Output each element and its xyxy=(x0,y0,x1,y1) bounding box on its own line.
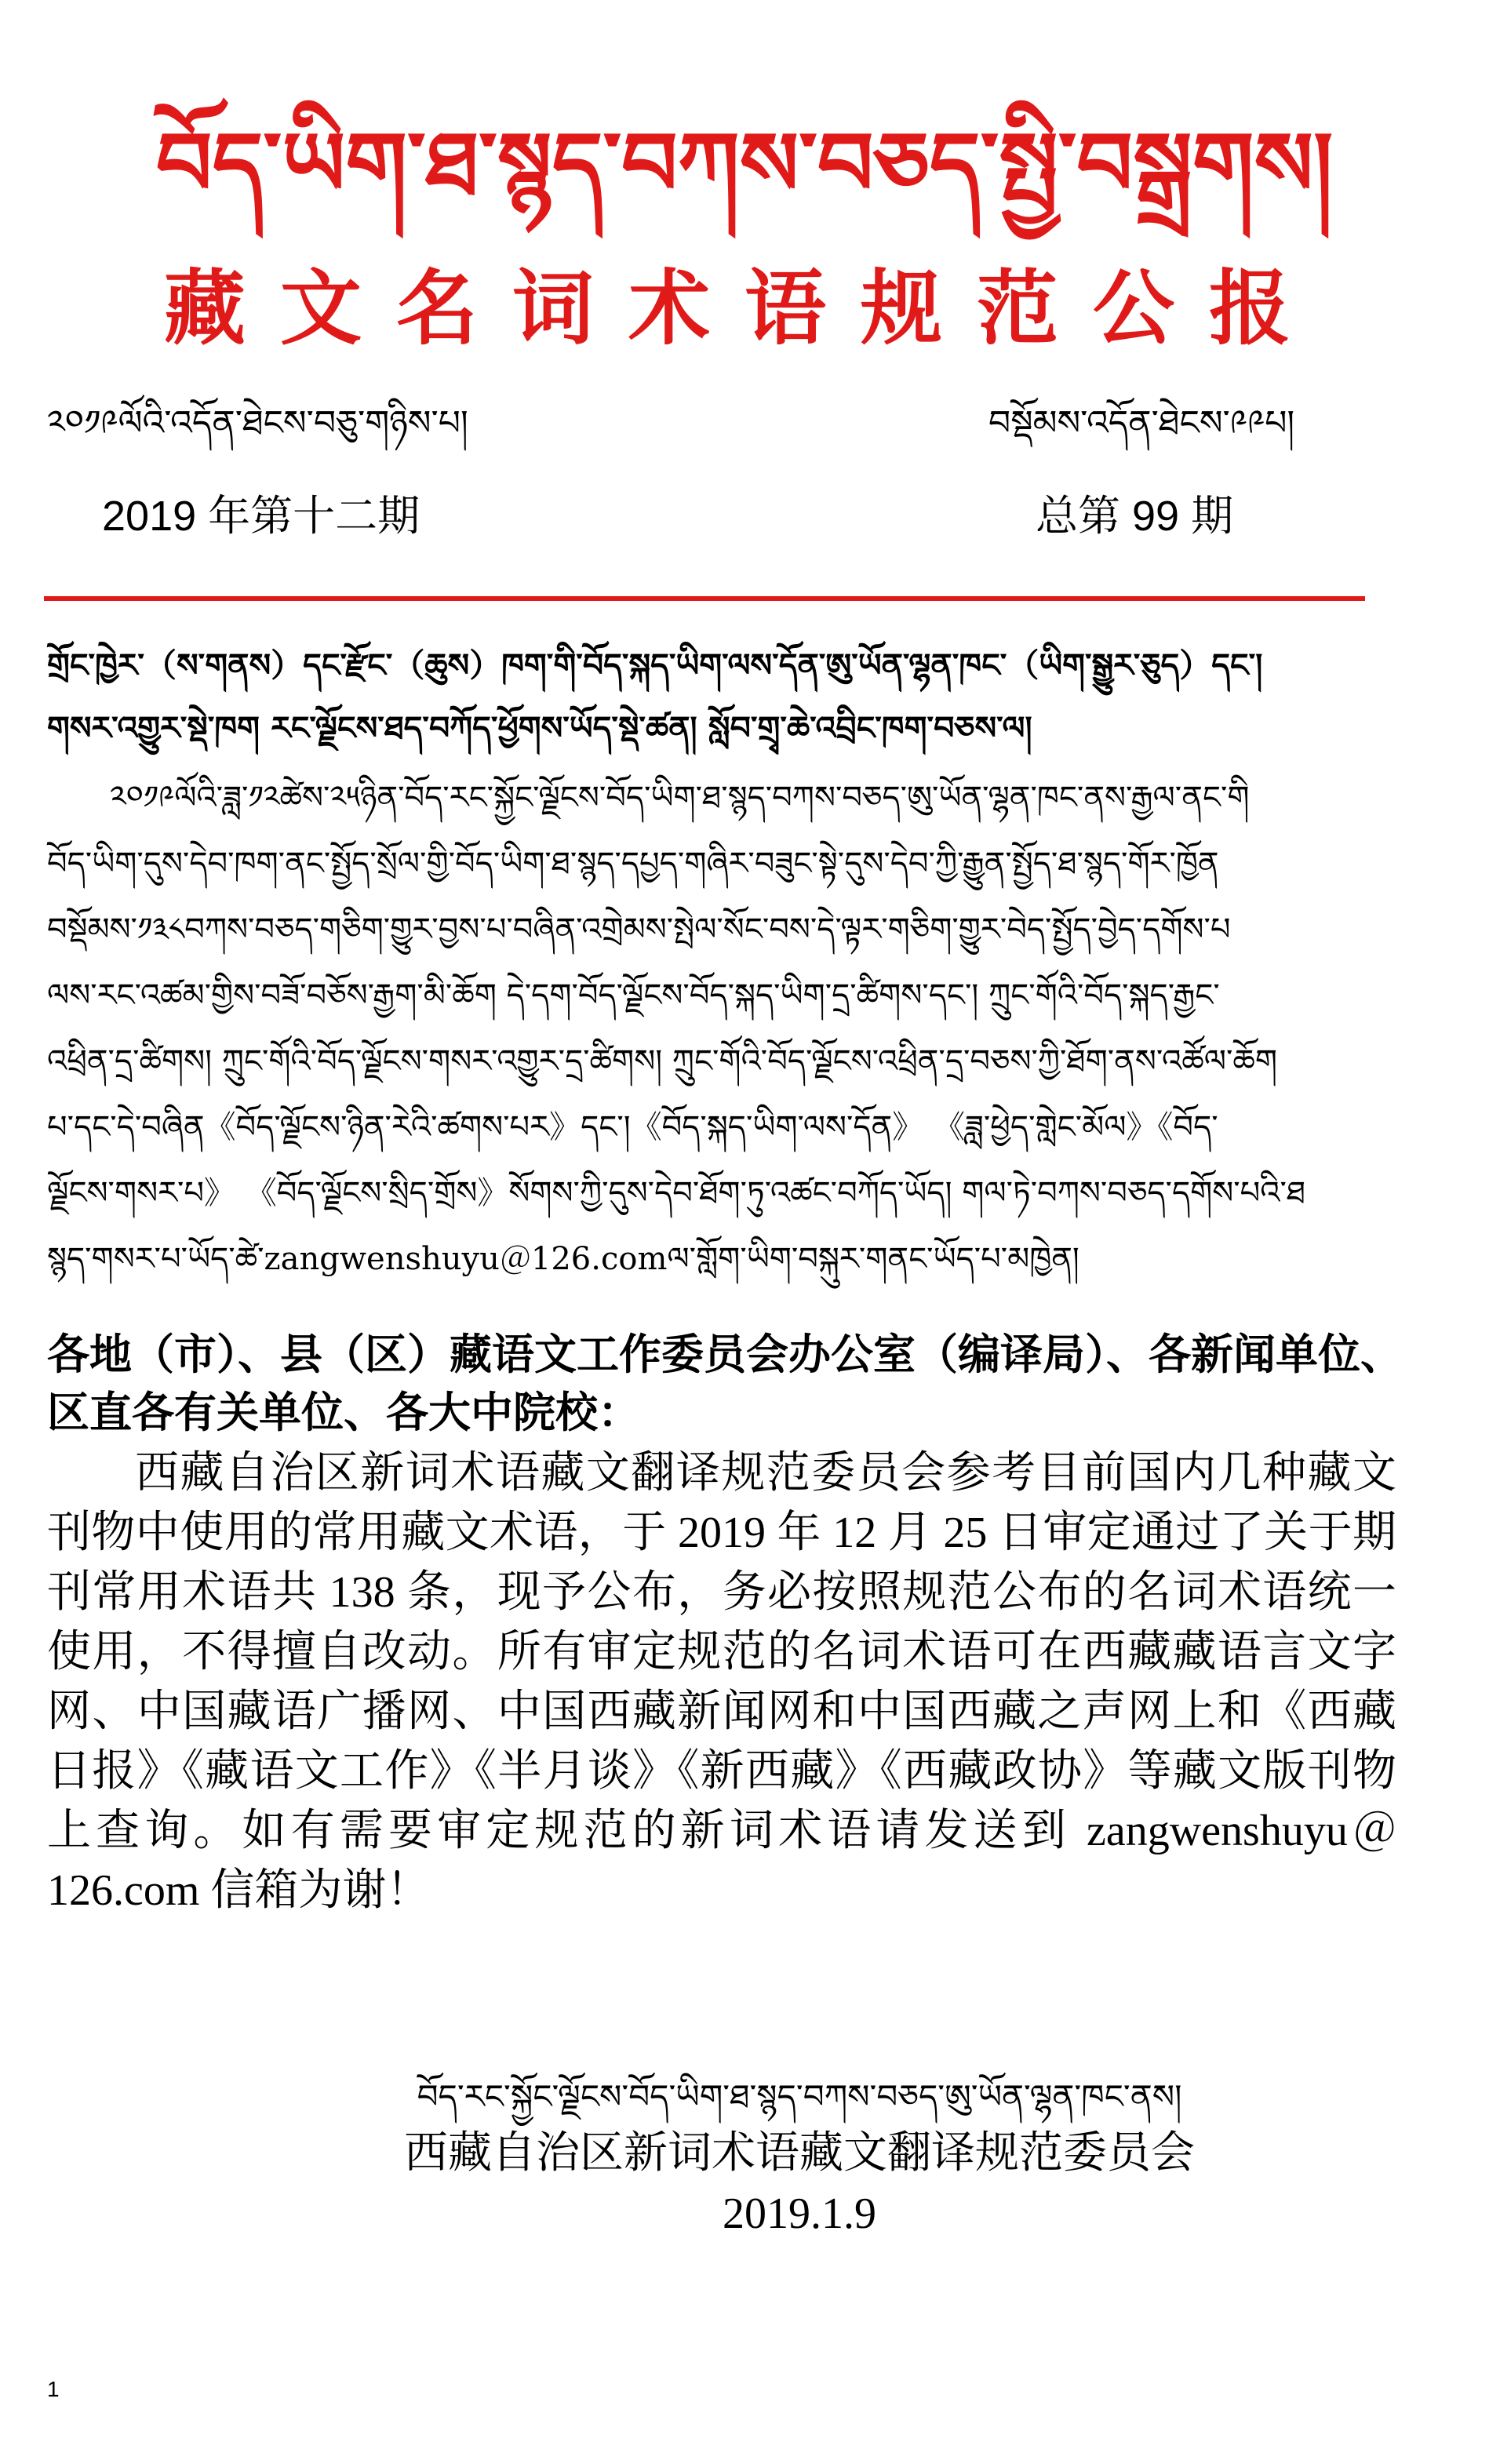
issue-number-chinese: 2019 年第十二期 xyxy=(102,493,420,540)
header-divider xyxy=(44,596,1365,601)
masthead-title-tibetan: བོད་ཡིག་ཐ་སྙད་བཀས་བཅད་སྤྱི་བསྒྲགས། xyxy=(155,113,1334,216)
cumulative-issue-tibetan: བསྡོམས་འདོན་ཐེངས་༩༩པ། xyxy=(988,403,1295,443)
tibetan-addressee-line: གྲོང་ཁྱེར་（ས་གནས）དང་རྫོང་（ཆུས）ཁག་གི་བོད་སྐད་ཡིག་ལས་དོན་ཨུ་ཡོན་ལྷན་ཁང་（ཡིག་སྒྱུར་ཅུད）དང་། xyxy=(47,646,1263,684)
tibetan-body-line: སྙད་གསར་པ་ཡོད་ཚེ་zangwenshuyu＠126.comལ་གློག་ཡིག་བསྐུར་གནང་ཡོད་པ་མཁྱེན། xyxy=(47,1241,1079,1277)
tibetan-body-line: བསྡོམས་༡༣༨བཀས་བཅད་གཅིག་གྱུར་བྱས་པ་བཞིན་འགྲེམས་སྤེལ་སོང་བས་དེ་ལྟར་གཅིག་གྱུར་བེད་སྤྱོད་བྱེད་དགོས་པ xyxy=(47,912,1231,948)
page-number: 1 xyxy=(47,2377,60,2401)
chinese-body-paragraph: 西藏自治区新词术语藏文翻译规范委员会参考目前国内几种藏文刊物中使用的常用藏文术语，于 2019 年 12 月 25 日审定通过了关于期刊常用术语共 138 条，现予公布，务必按照规范公布的名词术语统一使用，不得擅自改动。所有审定规范的名词术语可在西藏藏语言文字网、中国藏语广播网、中国西藏新闻网和中国西藏之声网上和《西藏日报》《藏语文工作》《半月谈》《新西藏》《西藏政协》等藏文版刊物上查询。如有需要审定规范的新词术语请发送到 zangwenshuyu＠126.com 信箱为谢！ xyxy=(47,1449,1396,1915)
masthead-title-chinese: 藏文名词术语规范公报 xyxy=(163,264,1325,355)
tibetan-body-line: ལྗོངས་གསར་པ》 《བོད་ལྗོངས་སྲིད་གྲོས》སོགས་ཀྱི་དུས་དེབ་ཐོག་ཏུ་འཚང་བཀོད་ཡོད། གལ་ཏེ་བཀས་བཅད་དགོས་པའི་ཐ xyxy=(47,1175,1306,1211)
signature-date: 2019.1.9 xyxy=(723,2189,876,2238)
tibetan-body-line: འཕྲིན་དྲ་ཚིགས། ཀྲུང་གོའི་བོད་ལྗོངས་གསར་འགྱུར་དྲ་ཚིགས། ཀྲུང་གོའི་བོད་ལྗོངས་འཕྲིན་དྲ་བཅས་ཀྱི་ཐོག་ནས་འཚོལ་ཆོག xyxy=(47,1043,1277,1079)
cumulative-issue-chinese: 总第 99 期 xyxy=(1036,493,1234,540)
tibetan-body-line: བོད་ཡིག་དུས་དེབ་ཁག་ནང་སྤྱོད་སྲོལ་གྱི་བོད་ཡིག་ཐ་སྙད་དཔྱད་གཞིར་བཟུང་སྟེ་དུས་དེབ་ཀྱི་རྒྱུན་སྤྱོད་ཐ་སྙད་གོར་ཁྱོན xyxy=(47,846,1219,882)
signature-tibetan: བོད་རང་སྐྱོང་ལྗོངས་བོད་ཡིག་ཐ་སྙད་བཀས་བཅད་ཨུ་ཡོན་ལྷན་ཁང་ནས། xyxy=(417,2077,1182,2116)
tibetan-body-line: ལས་རང་འཚམ་གྱིས་བཟོ་བཅོས་རྒྱག་མི་ཆོག དེ་དག་བོད་ལྗོངས་བོད་སྐད་ཡིག་དྲ་ཚིགས་དང་། ཀྲུང་གོའི་བོད་སྐད་རྒྱང་ xyxy=(47,977,1220,1014)
tibetan-body-line: ༢༠༡༩ལོའི་ཟླ་༡༢ཚེས་༢༥ཉིན་བོད་རང་སྐྱོང་ལྗོངས་བོད་ཡིག་ཐ་སྙད་བཀས་བཅད་ཨུ་ཡོན་ལྷན་ཁང་ནས་རྒྱལ་ནང་གི xyxy=(110,780,1250,816)
tibetan-addressee-line: གསར་འགྱུར་སྡེ་ཁག རང་ལྗོངས་ཐད་བཀོད་ཕྱོགས་ཡོད་སྡེ་ཚན། སློབ་གྲྭ་ཆེ་འབྲིང་ཁག་བཅས་ལ། xyxy=(47,709,1032,747)
tibetan-body-line: པ་དང་དེ་བཞིན《བོད་ལྗོངས་ཉིན་རེའི་ཚགས་པར》དང་།《བོད་སྐད་ཡིག་ལས་དོན》 《ཟླ་ཕྱེད་གླེང་མོལ》《བོད་ xyxy=(47,1109,1218,1145)
issue-number-tibetan: ༢༠༡༩ལོའི་འདོན་ཐེངས་བཅུ་གཉིས་པ། xyxy=(47,403,468,443)
chinese-addressee: 各地（市）、县（区）藏语文工作委员会办公室（编译局）、各新闻单位、区直各有关单位、各大中院校： xyxy=(47,1331,1403,1436)
signature-chinese: 西藏自治区新词术语藏文翻译规范委员会 xyxy=(404,2129,1195,2178)
